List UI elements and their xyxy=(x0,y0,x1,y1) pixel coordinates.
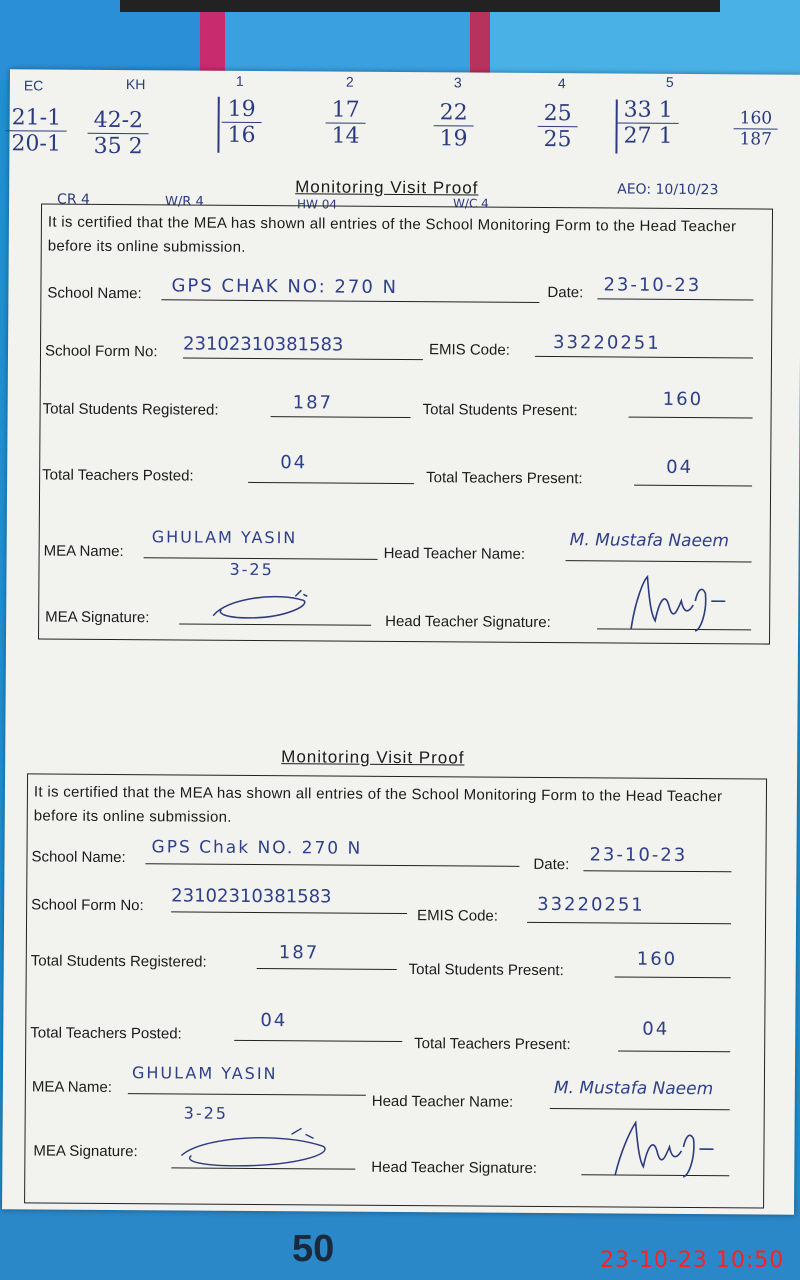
form1-head-teacher-name-value: M. Mustafa Naeem xyxy=(569,530,730,552)
form1-emis-code-value: 33220251 xyxy=(553,332,661,354)
form1-mea-name-label: MEA Name: xyxy=(43,542,124,561)
note-aeo: AEO: 10/10/23 xyxy=(617,181,719,199)
form1-card xyxy=(38,203,773,644)
form2-total-teachers-posted-value: 04 xyxy=(260,1010,288,1032)
tally-fraction-2: $\frac{17}{14}$ xyxy=(325,97,365,148)
tally-header-2: 2 xyxy=(345,73,354,90)
form2-mea-note: 3-25 xyxy=(183,1103,229,1123)
form1-school-name-label: School Name: xyxy=(47,284,142,303)
form2-date-value: 23-10-23 xyxy=(589,844,688,866)
form1-date-label: Date: xyxy=(547,284,584,302)
tally-fraction-4: $\frac{25}{25}$ xyxy=(537,101,577,152)
note-hw: HW 04 xyxy=(297,197,338,212)
tally-fraction-3: $\frac{22}{19}$ xyxy=(433,100,473,151)
form2-total-students-present-label: Total Students Present: xyxy=(408,961,564,980)
form2-school-form-no-label: School Form No: xyxy=(31,896,144,915)
form1-school-form-no-label: School Form No: xyxy=(44,342,158,361)
tally-header-5: 5 xyxy=(665,73,674,90)
tally-fraction-1: $\frac{19}{16}$ xyxy=(221,97,261,148)
form2-mea-name-value: GHULAM YASIN xyxy=(131,1063,278,1084)
tally-fraction-ec: $\frac{21-1}{20-1}$ xyxy=(5,105,67,156)
form2-school-name-value: GPS Chak NO. 270 N xyxy=(151,837,363,859)
form2-mea-signature-scribble xyxy=(173,1125,343,1172)
form1-total-students-present-value: 160 xyxy=(662,388,704,411)
form2-total-students-registered-value: 187 xyxy=(278,942,320,964)
form2-total-teachers-present-line xyxy=(618,1029,730,1053)
form2-school-name-label: School Name: xyxy=(31,848,126,867)
form1-total-teachers-posted-label: Total Teachers Posted: xyxy=(42,466,194,485)
background-dark-edge xyxy=(120,0,720,12)
form2-total-teachers-present-label: Total Teachers Present: xyxy=(414,1035,571,1054)
form1-school-form-no-value: 23102310381583 xyxy=(183,333,344,356)
tally-header-ec: EC xyxy=(23,77,44,94)
form2-total-teachers-present-value: 04 xyxy=(642,1018,670,1040)
form1-total-teachers-present-line xyxy=(634,463,752,487)
form1-total-teachers-posted-line xyxy=(248,460,414,484)
form2-emis-code-value: 33220251 xyxy=(537,893,645,916)
form1-total-teachers-present-label: Total Teachers Present: xyxy=(426,469,583,488)
form2-mea-name-label: MEA Name: xyxy=(31,1078,112,1096)
form1-mea-note: 3-25 xyxy=(229,559,274,580)
form1-title: Monitoring Visit Proof xyxy=(295,177,479,198)
form1-certification: It is certified that the MEA has shown all entries of the School Monitoring Form to the Head Teacher before its online submission. xyxy=(47,213,737,256)
tally-header-kh: KH xyxy=(125,76,146,93)
form1-date-value: 23-10-23 xyxy=(603,274,702,297)
form2-school-form-no-value: 23102310381583 xyxy=(171,885,332,908)
note-wc: W/C 4 xyxy=(453,196,489,211)
note-wr: W/R 4 xyxy=(165,194,204,210)
background-number: 50 xyxy=(292,1228,335,1270)
form2-head-teacher-signature-label: Head Teacher Signature: xyxy=(371,1158,538,1177)
tally-fraction-5: $\frac{33 1}{27 1}$ xyxy=(617,97,678,148)
note-cr: CR 4 xyxy=(57,191,91,208)
photo-timestamp: 23-10-23 10:50 xyxy=(600,1248,785,1273)
form1-total-teachers-posted-value: 04 xyxy=(280,452,308,474)
form1-total-teachers-present-value: 04 xyxy=(666,456,694,479)
form2-title: Monitoring Visit Proof xyxy=(281,747,465,768)
form2-date-label: Date: xyxy=(533,855,570,874)
form1-head-teacher-signature-label: Head Teacher Signature: xyxy=(385,612,551,632)
form2-mea-signature-label: MEA Signature: xyxy=(33,1142,138,1161)
form2-certification: It is certified that the MEA has shown all entries of the School Monitoring Form to the Head Teacher before its online submission. xyxy=(33,783,723,826)
tally-fraction-kh: $\frac{42-2}{35 2}$ xyxy=(87,108,149,159)
form2-total-students-registered-line xyxy=(257,946,397,970)
form1-total-students-registered-value: 187 xyxy=(292,392,334,414)
form1-head-teacher-name-label: Head Teacher Name: xyxy=(383,544,526,563)
form1-total-students-present-label: Total Students Present: xyxy=(422,401,578,420)
form2-card xyxy=(24,773,767,1208)
tally-fraction-total: $\frac{160}{187}$ xyxy=(733,108,778,149)
form1-head-teacher-signature-scribble xyxy=(625,571,735,636)
form2-total-teachers-posted-label: Total Teachers Posted: xyxy=(30,1024,182,1043)
form1-mea-name-value: GHULAM YASIN xyxy=(151,527,298,548)
form2-head-teacher-signature-scribble xyxy=(611,1114,721,1181)
background-fabric-top xyxy=(0,0,800,80)
tally-header-4: 4 xyxy=(557,75,566,92)
tally-divider xyxy=(217,97,219,153)
form2-head-teacher-name-value: M. Mustafa Naeem xyxy=(553,1078,714,1100)
form2-head-teacher-name-label: Head Teacher Name: xyxy=(371,1092,514,1111)
form2-total-students-registered-label: Total Students Registered: xyxy=(30,952,207,971)
form2-emis-code-label: EMIS Code: xyxy=(417,907,499,925)
form2-total-students-present-value: 160 xyxy=(636,948,678,970)
form1-mea-signature-label: MEA Signature: xyxy=(45,608,150,627)
form1-total-students-registered-line xyxy=(271,394,411,418)
tally-header-3: 3 xyxy=(453,74,462,91)
paper-sheet xyxy=(2,69,800,1215)
form1-emis-code-label: EMIS Code: xyxy=(428,341,510,359)
form1-total-students-registered-label: Total Students Registered: xyxy=(42,400,219,419)
form1-mea-signature-scribble xyxy=(207,588,317,625)
form1-school-name-value: GPS CHAK NO: 270 N xyxy=(171,275,399,298)
tally-header-1: 1 xyxy=(235,72,244,89)
